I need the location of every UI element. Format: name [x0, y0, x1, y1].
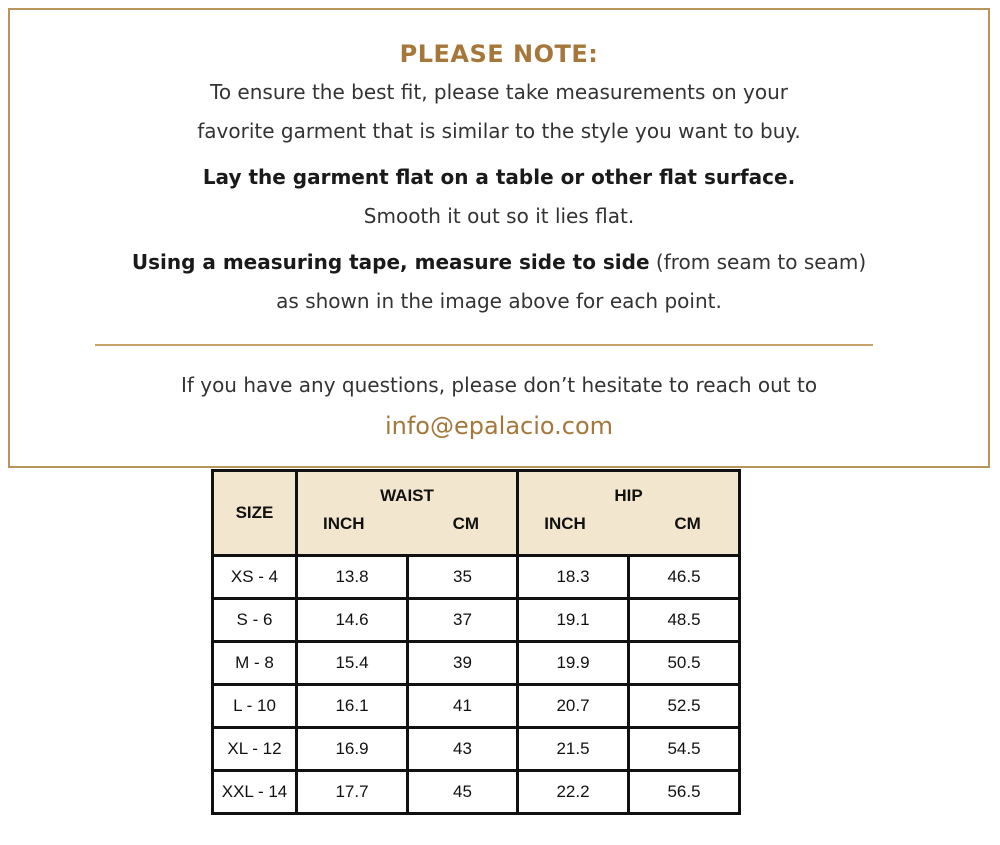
- contact-email-link[interactable]: info@epalacio.com: [384, 412, 614, 440]
- table-row: [213, 556, 740, 599]
- waist-inch-cell: 17.7: [297, 771, 408, 814]
- waist-cm-cell: 37: [408, 599, 518, 642]
- waist-cm-cell: 41: [408, 685, 518, 728]
- hip-inch-cell: 19.9: [518, 642, 629, 685]
- waist-cm-cell: 39: [408, 642, 518, 685]
- hip-inch-header: INCH: [544, 514, 586, 533]
- hip-inch-cell: 22.2: [518, 771, 629, 814]
- waist-cm-header: CM: [452, 514, 480, 533]
- size-header: SIZE: [235, 503, 274, 522]
- hip-cm-cell: 46.5: [629, 556, 740, 599]
- waist-inch-cell: 14.6: [297, 599, 408, 642]
- size-cell: XL - 12: [213, 728, 297, 771]
- please-note-box: [8, 8, 990, 468]
- table-row: [213, 599, 740, 642]
- note-title: PLEASE NOTE:: [399, 40, 599, 68]
- note-line-3: [10, 165, 988, 189]
- size-chart-table: [211, 469, 741, 815]
- table-row: [213, 728, 740, 771]
- note-line-7: If you have any questions, please don’t hesitate to reach out to: [180, 373, 818, 397]
- waist-inch-cell: 16.9: [297, 728, 408, 771]
- note-line-5-bold: Using a measuring tape, measure side to side: [131, 250, 650, 274]
- size-cell: S - 6: [213, 599, 297, 642]
- hip-cm-header: CM: [674, 514, 701, 533]
- hip-cm-cell: 48.5: [629, 599, 740, 642]
- hip-inch-cell: 21.5: [518, 728, 629, 771]
- table-header-row: [213, 471, 740, 556]
- hip-cm-cell: 50.5: [629, 642, 740, 685]
- table-row: [213, 642, 740, 685]
- table-row: [213, 685, 740, 728]
- note-line-2: favorite garment that is similar to the style you want to buy.: [197, 119, 801, 143]
- waist-inch-cell: 16.1: [297, 685, 408, 728]
- waist-cm-cell: 43: [408, 728, 518, 771]
- note-line-5-rest: (from seam to seam): [649, 250, 867, 274]
- hip-header: HIP: [614, 486, 643, 505]
- waist-inch-header: INCH: [323, 514, 365, 533]
- note-divider: [95, 344, 873, 346]
- size-cell: L - 10: [213, 685, 297, 728]
- hip-inch-cell: 20.7: [518, 685, 629, 728]
- hip-cm-cell: 52.5: [629, 685, 740, 728]
- size-header-cell: [213, 471, 297, 556]
- note-line-3-bold: Lay the garment flat on a table or other flat surface.: [202, 165, 796, 189]
- size-cell: XXL - 14: [213, 771, 297, 814]
- waist-cm-cell: 45: [408, 771, 518, 814]
- hip-inch-cell: 18.3: [518, 556, 629, 599]
- waist-inch-cell: 13.8: [297, 556, 408, 599]
- waist-cm-cell: 35: [408, 556, 518, 599]
- hip-cm-cell: 56.5: [629, 771, 740, 814]
- hip-header-cell: [518, 471, 740, 556]
- waist-header-cell: [297, 471, 518, 556]
- note-line-4: Smooth it out so it lies flat.: [363, 204, 635, 228]
- waist-header: WAIST: [380, 486, 434, 505]
- size-cell: XS - 4: [213, 556, 297, 599]
- note-line-1: To ensure the best fit, please take measurements on your: [210, 80, 788, 104]
- hip-cm-cell: 54.5: [629, 728, 740, 771]
- hip-inch-cell: 19.1: [518, 599, 629, 642]
- waist-inch-cell: 15.4: [297, 642, 408, 685]
- note-line-5: [10, 250, 988, 274]
- size-cell: M - 8: [213, 642, 297, 685]
- note-line-6: as shown in the image above for each point.: [276, 289, 722, 313]
- table-row: [213, 771, 740, 814]
